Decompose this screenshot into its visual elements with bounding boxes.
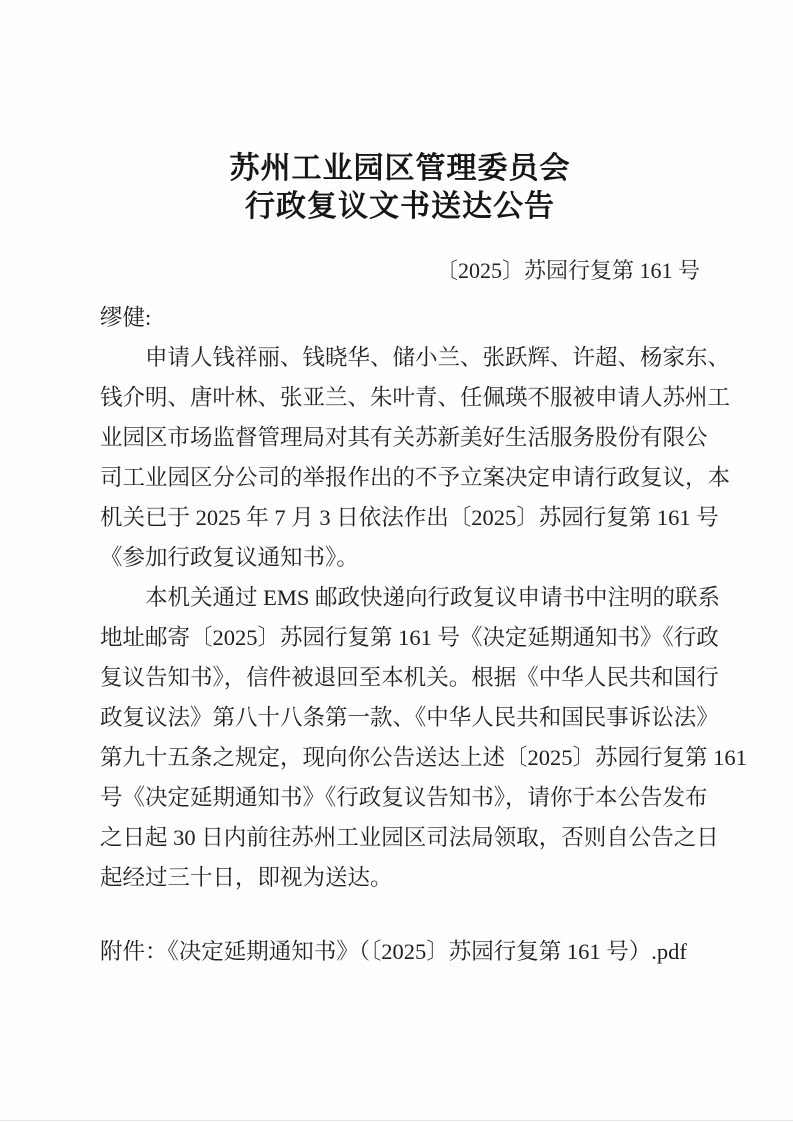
body-line: 复议告知书》，信件被退回至本机关。根据《中华人民共和国行 xyxy=(100,665,719,690)
body-line: 申请人钱祥丽、钱晓华、储小兰、张跃辉、许超、杨家东、 xyxy=(145,345,731,370)
body-line: 之日起 30 日内前往苏州工业园区司法局领取，否则自公告之日 xyxy=(100,825,719,850)
document-number: 〔2025〕苏园行复第 161 号 xyxy=(435,258,700,283)
document-type-title: 行政复议文书送达公告 xyxy=(245,190,555,223)
body-line: 政复议法》第八十八条第一款、《中华人民共和国民事诉讼法》 xyxy=(100,705,719,730)
attachment-line: 附件：《决定延期通知书》（〔2025〕苏园行复第 161 号）.pdf xyxy=(100,939,687,964)
body-line: 《参加行政复议通知书》。 xyxy=(100,545,359,570)
body-line: 第九十五条之规定，现向你公告送达上述〔2025〕苏园行复第 161 xyxy=(100,745,747,770)
issuing-org-name: 苏州工业园区管理委员会 xyxy=(229,152,571,185)
addressee-name: 缪健: xyxy=(100,305,152,330)
body-line: 号《决定延期通知书》《行政复议告知书》，请你于本公告发布 xyxy=(100,785,708,810)
body-line: 司工业园区分公司的举报作出的不予立案决定申请行政复议，本 xyxy=(100,465,731,490)
body-line: 业园区市场监督管理局对其有关苏新美好生活服务股份有限公 xyxy=(100,425,708,450)
document-title xyxy=(100,150,700,226)
document-content xyxy=(100,0,747,972)
body-line: 起经过三十日，即视为送达。 xyxy=(100,865,393,890)
body-line: 机关已于 2025 年 7 月 3 日依法作出〔2025〕苏园行复第 161 号 xyxy=(100,505,719,530)
document-body xyxy=(100,338,747,898)
body-line: 钱介明、唐叶林、张亚兰、朱叶青、任佩瑛不服被申请人苏州工 xyxy=(100,385,731,410)
body-line: 本机关通过 EMS 邮政快递向行政复议申请书中注明的联系 xyxy=(145,585,721,610)
body-line: 地址邮寄〔2025〕苏园行复第 161 号《决定延期通知书》《行政 xyxy=(100,625,719,650)
